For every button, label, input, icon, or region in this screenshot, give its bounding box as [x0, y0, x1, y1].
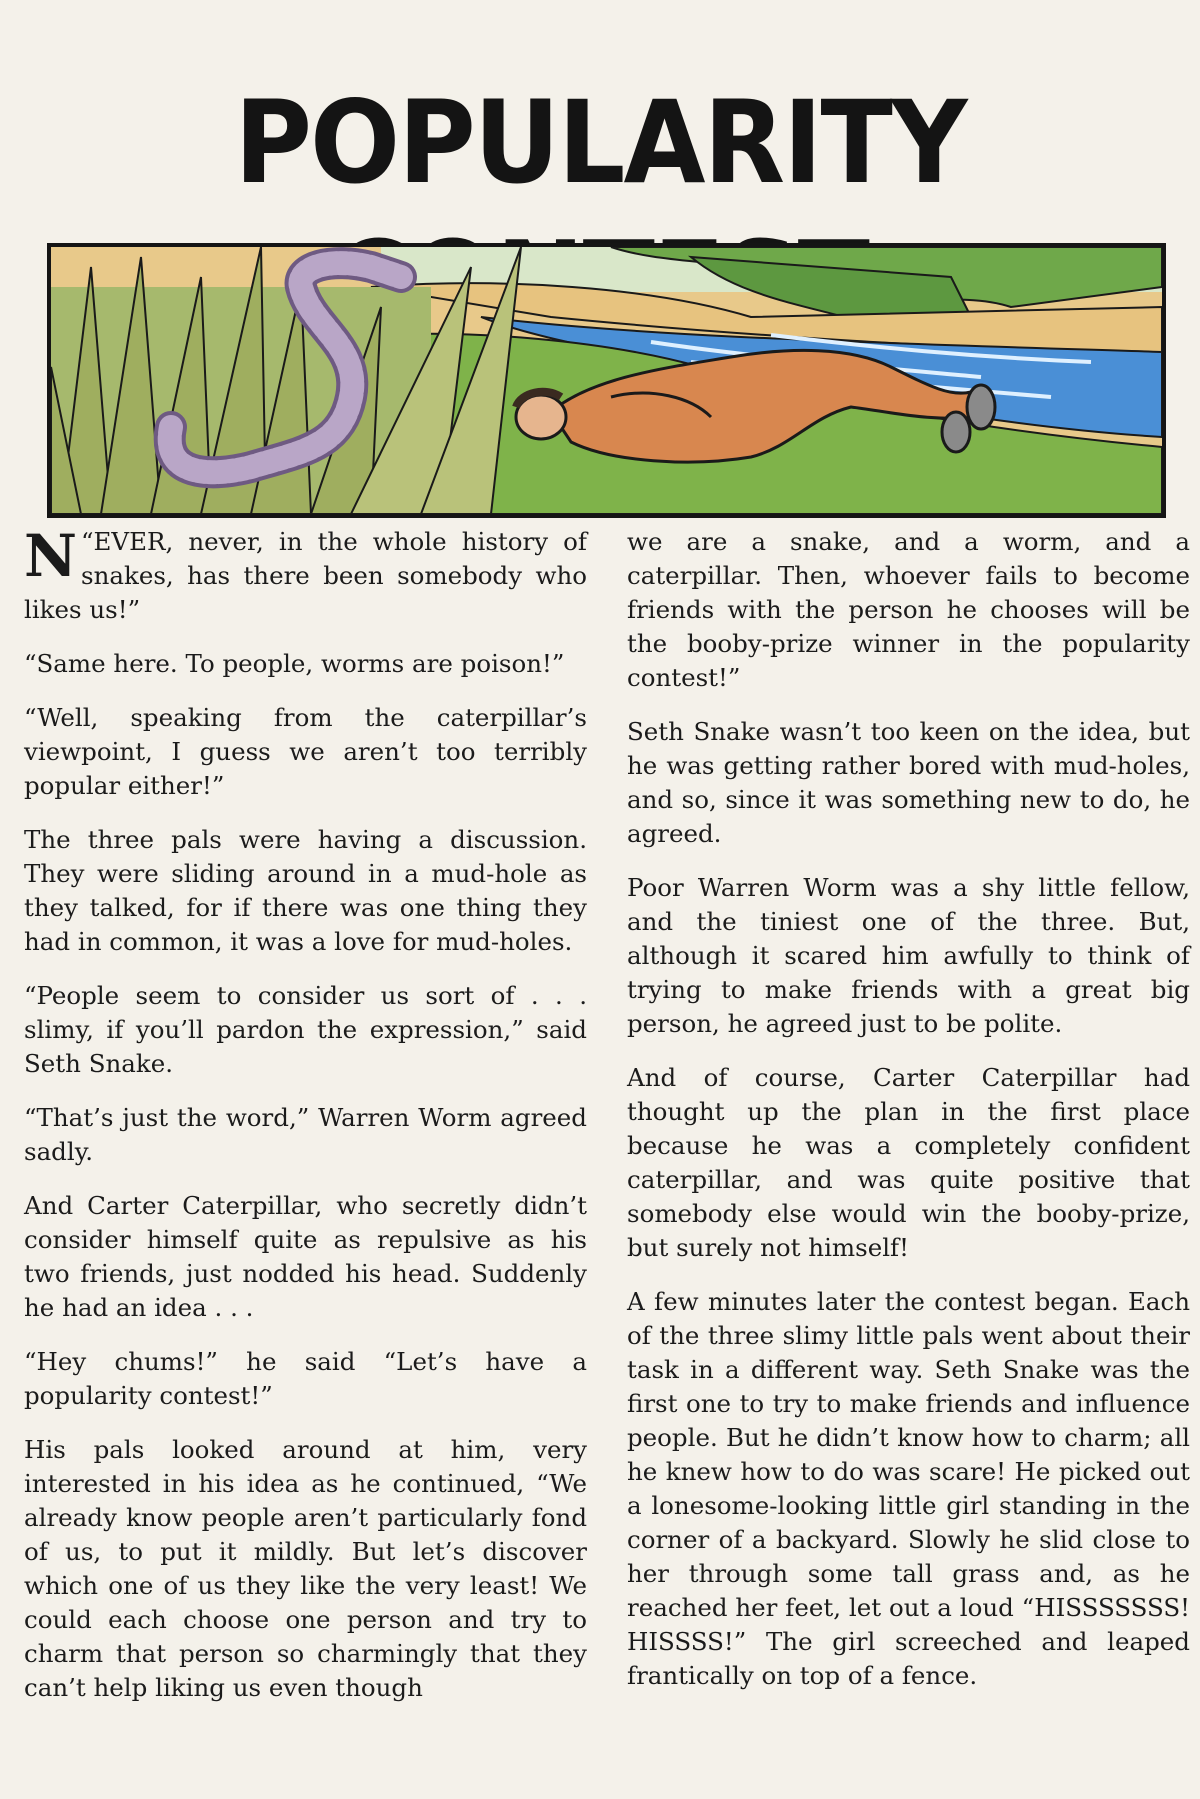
paragraph-text: EVER, never, in the whole history of snakes, has there been somebody who likes us!”	[24, 527, 587, 624]
paragraph: “Same here. To people, worms are poison!”	[24, 649, 565, 678]
paragraph: A few minutes later the contest began. Each of the three slimy little pals went about their task in a different way. Seth Snake was the first one to try to make friends and influence people. But he didn’t know how to charm; all he knew how to do was scare! He picked out a lonesome-looking little girl standing in the corner of a backyard. Slowly he slid close to her through some tall grass and, as he reached her feet, let out a loud “HISSSSSSS! HISSSS!” The girl screeched and leaped frantically on top of a fence.	[627, 1287, 1190, 1690]
story-title: POPULARITY	[234, 76, 966, 209]
paragraph: Poor Warren Worm was a shy little fellow, and the tiniest one of the three. But, although it scared him awfully to think of trying to make friends with a great big person, he agreed just to be polite.	[627, 873, 1190, 1038]
paragraph: And Carter Caterpillar, who secretly didn’t consider himself quite as repulsive as his two friends, just nodded his head. Suddenly he had an idea . . .	[24, 1191, 587, 1322]
paragraph: And of course, Carter Caterpillar had thought up the plan in the first place because he was a completely confident caterpillar, and was quite positive that somebody else would win the booby-prize, but surely not himself!	[627, 1063, 1190, 1262]
opening-paragraph	[24, 522, 587, 627]
paragraph: “Hey chums!” he said “Let’s have a popularity contest!”	[24, 1347, 587, 1410]
riverbank-illustration	[51, 247, 1162, 514]
drop-cap: N	[24, 522, 78, 590]
paragraph: “That’s just the word,” Warren Worm agreed sadly.	[24, 1103, 587, 1166]
paragraph: Seth Snake wasn’t too keen on the idea, but he was getting rather bored with mud-holes, and so, since it was something new to do, he agreed.	[627, 717, 1190, 848]
open-quote: “	[81, 527, 94, 556]
paragraph: we are a snake, and a worm, and a caterpillar. Then, whoever fails to become friends with the person he chooses will be the booby-prize winner in the popularity contest!”	[627, 527, 1190, 692]
paragraph: “People seem to consider us sort of . . . slimy, if you’ll pardon the expression,” said Seth Snake.	[24, 981, 587, 1078]
illustration-panel	[47, 243, 1166, 518]
left-text-column	[24, 522, 587, 1725]
paragraph: His pals looked around at him, very interested in his idea as he continued, “We already know people aren’t particularly fond of us, to put it mildly. But let’s discover which one of us they like the very least! We could each choose one person and try to charm that person so charmingly that they can’t help liking us even though	[24, 1435, 587, 1702]
paragraph: The three pals were having a discussion. They were sliding around in a mud-hole as they talked, for if there was one thing they had in common, it was a love for mud-holes.	[24, 825, 587, 956]
paragraph: “Well, speaking from the caterpillar’s viewpoint, I guess we aren’t too terribly popular either!”	[24, 703, 587, 800]
right-text-column	[627, 525, 1190, 1713]
